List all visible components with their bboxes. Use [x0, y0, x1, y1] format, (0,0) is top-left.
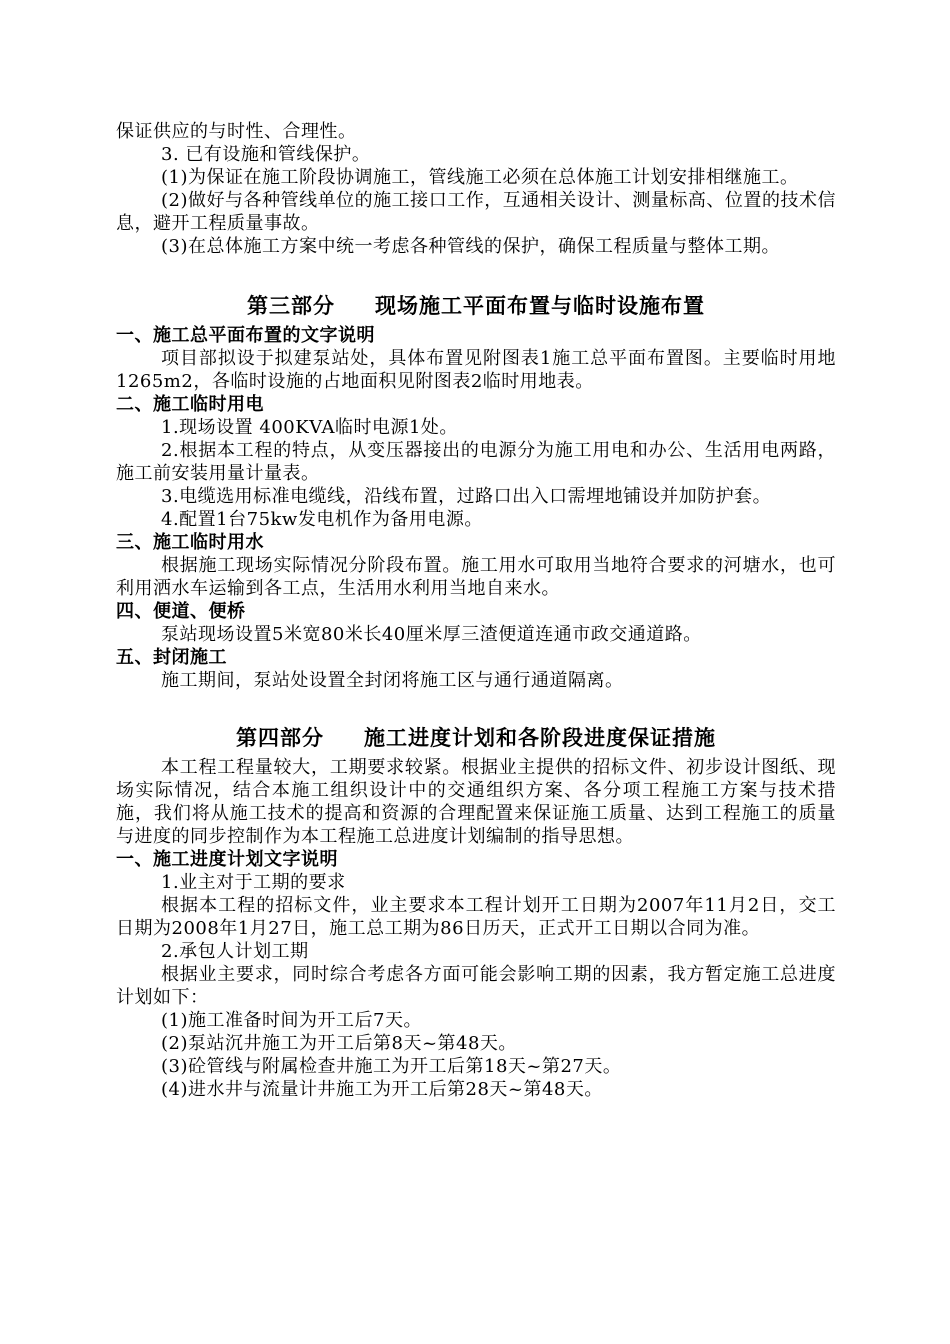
paragraph: 1.现场设置 400KVA临时电源1处。 [161, 417, 458, 438]
paragraph: 根据施工现场实际情况分阶段布置。施工用水可取用当地符合要求的河塘水，也可利用洒水车运输到各工点，生活用水利用当地自来水。 [116, 555, 836, 599]
paragraph: 施工期间，泵站处设置全封闭将施工区与通行通道隔离。 [161, 670, 624, 691]
paragraph: (2)做好与各种管线单位的施工接口工作，互通相关设计、测量标高、位置的技术信息，避开工程质量事故。 [116, 190, 836, 234]
section-heading: 五、封闭施工 [116, 647, 227, 668]
section-heading: 三、施工临时用水 [116, 532, 264, 553]
part-four-heading: 施工进度计划和各阶段进度保证措施 [364, 726, 716, 750]
paragraph: 根据本工程的招标文件，业主要求本工程计划开工日期为2007年11月2日，交工日期为2008年1月27日，施工总工期为86日历天，正式开工日期以合同为准。 [116, 895, 836, 939]
section-heading: 一、施工进度计划文字说明 [116, 849, 338, 870]
list-item: (3)砼管线与附属检查井施工为开工后第18天~第27天。 [161, 1056, 622, 1077]
paragraph: 泵站现场设置5米宽80米长40厘米厚三渣便道连通市政交通道路。 [161, 624, 702, 645]
paragraph: (3)在总体施工方案中统一考虑各种管线的保护，确保工程质量与整体工期。 [161, 236, 780, 257]
document-page [116, 120, 836, 1101]
paragraph: 2.根据本工程的特点，从变压器接出的电源分为施工用电和办公、生活用电两路，施工前安装用量计量表。 [116, 440, 836, 484]
subheading: 2.承包人计划工期 [161, 941, 309, 962]
section-heading: 二、施工临时用电 [116, 394, 264, 415]
section-heading: 四、便道、便桥 [116, 601, 246, 622]
paragraph: (1)为保证在施工阶段协调施工，管线施工必须在总体施工计划安排相继施工。 [161, 167, 799, 188]
list-item: (4)进水井与流量计井施工为开工后第28天~第48天。 [161, 1079, 603, 1100]
list-item: (1)施工准备时间为开工后7天。 [161, 1010, 422, 1031]
paragraph: 3.电缆选用标准电缆线，沿线布置，过路口出入口需埋地铺设并加防护套。 [161, 486, 772, 507]
paragraph: 4.配置1台75kw发电机作为备用电源。 [161, 509, 483, 530]
part-four-title [116, 724, 836, 752]
paragraph: 根据业主要求，同时综合考虑各方面可能会影响工期的因素，我方暂定施工总进度计划如下： [116, 964, 836, 1008]
subheading: 1.业主对于工期的要求 [161, 872, 346, 893]
paragraph: 保证供应的与时性、合理性。 [116, 121, 357, 142]
paragraph: 3. 已有设施和管线保护。 [161, 144, 371, 165]
part-four-label: 第四部分 [236, 726, 324, 750]
part-three-heading: 现场施工平面布置与临时设施布置 [375, 294, 705, 318]
part-three-title [116, 292, 836, 320]
paragraph: 本工程工程量较大，工期要求较紧。根据业主提供的招标文件、初步设计图纸、现场实际情况，结合本施工组织设计中的交通组织方案、各分项工程施工方案与技术措施，我们将从施工技术的提高和资源的合理配置来保证施工质量、达到工程施工的质量与进度的同步控制作为本工程施工总进度计划编制的指导思想。 [116, 757, 836, 847]
section-heading: 一、施工总平面布置的文字说明 [116, 325, 375, 346]
list-item: (2)泵站沉井施工为开工后第8天~第48天。 [161, 1033, 517, 1054]
part-three-label: 第三部分 [247, 294, 335, 318]
paragraph: 项目部拟设于拟建泵站处，具体布置见附图表1施工总平面布置图。主要临时用地1265m2，各临时设施的占地面积见附图表2临时用地表。 [116, 348, 836, 392]
